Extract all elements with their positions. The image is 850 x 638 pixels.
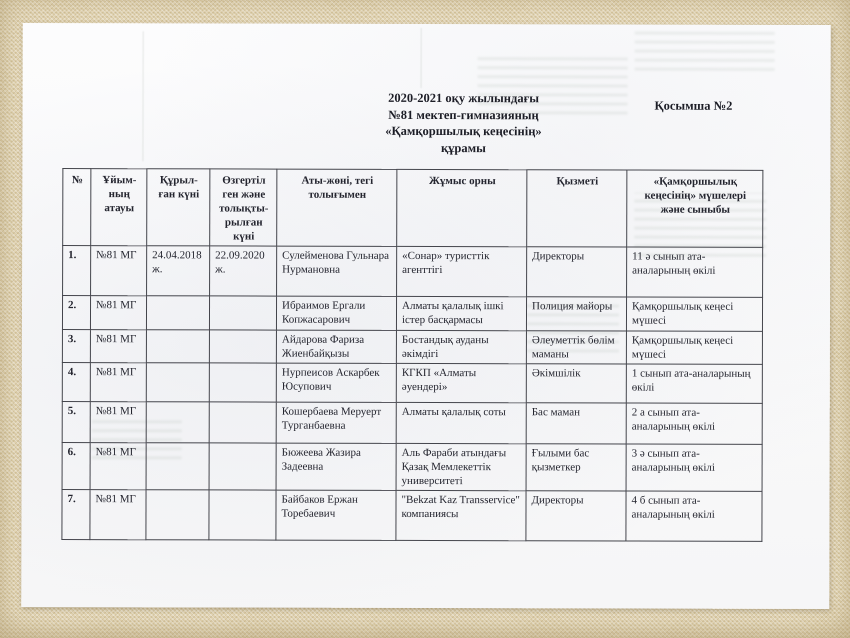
table-cell: 4 б сынып ата-аналарының өкілі [626, 491, 762, 541]
bleed-through-line [142, 31, 143, 161]
table-row [62, 489, 762, 541]
table-cell: Директоры [526, 491, 626, 541]
table-cell: Ғылыми бас қызметкер [526, 443, 626, 490]
table-cell: №81 МГ [90, 442, 146, 489]
table-cell: Алматы қалалық ішкі істер басқармасы [396, 297, 526, 330]
table-cell: №81 МГ [90, 362, 146, 401]
table-cell [146, 490, 209, 540]
table-cell: Ибраимов Ергали Копжасарович [276, 296, 396, 329]
table-cell: Айдарова Фариза Жиенбайқызы [276, 330, 396, 363]
title-line-4: құрамы [440, 140, 486, 155]
table-row [62, 442, 762, 491]
table-cell: Бас маман [526, 402, 626, 443]
table-cell: 6. [62, 442, 90, 489]
table-cell [209, 490, 276, 540]
table-cell: №81 МГ [90, 490, 146, 540]
col-header-workplace: Жұмыс орны [397, 169, 527, 247]
table-cell: 24.04.2018ж. [147, 246, 210, 296]
table-cell: 22.09.2020ж. [210, 246, 277, 296]
table-cell: КГКП «Алматы әуендері» [396, 363, 526, 402]
table-cell: 11 ә сынып ата-аналарының өкілі [627, 247, 763, 297]
table-cell [209, 363, 276, 402]
bleed-through-line [421, 28, 422, 88]
table-cell: №81 МГ [90, 296, 146, 329]
table-row [62, 329, 762, 364]
col-header-organization: Ұйым-ның атауы [91, 169, 147, 247]
table-cell: Қамқоршылық кеңесі мүшесі [626, 297, 762, 331]
table-cell: "Bekzat Kaz Transservice" компаниясы [396, 490, 526, 540]
col-header-full-name: Аты-жөні, тегі толығымен [277, 169, 397, 247]
table-cell: Байбаков Ержан Торебаевич [276, 490, 396, 540]
table-cell [209, 443, 276, 490]
table-row [62, 401, 762, 444]
table-cell [209, 329, 276, 362]
table-cell: Қамқоршылық кеңесі мүшесі [626, 331, 762, 365]
col-header-position: Қызметі [527, 170, 627, 248]
table-cell: 2. [62, 296, 90, 329]
table-cell [146, 401, 209, 442]
table-cell: №81 МГ [90, 329, 146, 362]
table-cell: Полиция майоры [526, 297, 626, 330]
table-cell: 2 а сынып ата-аналарының өкілі [626, 403, 762, 444]
table-cell [146, 329, 209, 362]
table-cell: Бостандық ауданы әкімдігі [396, 330, 526, 363]
table-cell: 1. [63, 246, 91, 296]
table-cell: Сулейменова Гульнара Нурмановна [277, 246, 397, 296]
table-cell: 5. [62, 401, 90, 442]
table-cell [209, 402, 276, 443]
table-cell: 3. [62, 329, 90, 362]
table-cell: Кошербаева Меруерт Турганбаевна [276, 402, 396, 443]
document-title [318, 90, 608, 157]
title-line-2: №81 мектеп-гимназияның [388, 107, 539, 122]
col-header-membership: «Қамқоршылық кеңесінің» мүшелері және сыныбы [627, 170, 763, 248]
table-cell [209, 296, 276, 329]
table-cell: Аль Фараби атындағы Қазақ Мемлекеттік университеті [396, 443, 526, 491]
table-cell: Әлеуметтік бөлім маманы [526, 330, 626, 363]
scanned-page [21, 23, 831, 609]
table-cell [146, 442, 209, 489]
appendix-label: Қосымша №2 [654, 98, 733, 113]
bleed-through-artifact [635, 31, 775, 71]
table-cell: Алматы қалалық соты [396, 402, 526, 443]
col-header-number: № [63, 169, 91, 246]
table-cell: Директоры [527, 247, 627, 297]
title-line-1: 2020-2021 оқу жылындағы [388, 90, 540, 106]
table-cell: 7. [62, 489, 90, 539]
table-cell: №81 МГ [90, 401, 146, 442]
col-header-founded-date: Құрыл-ған күні [147, 169, 210, 247]
table-header-row [63, 169, 763, 248]
col-header-amended-date: Өзгертіл ген және толықты-рылған күні [210, 169, 277, 247]
table-row [62, 362, 762, 403]
table-cell [146, 296, 209, 329]
table-cell: Бюжеева Жазира Задеевна [276, 443, 396, 491]
table-cell: 1 сынып ата-аналарының өкілі [626, 364, 762, 403]
table-cell: 4. [62, 362, 90, 401]
table-cell [146, 362, 209, 401]
title-line-3: «Қамқоршылық кеңесінің» [385, 123, 542, 139]
trustees-table [61, 168, 763, 542]
table-cell: Нурпеисов Аскарбек Юсупович [276, 363, 396, 402]
table-row [62, 296, 762, 331]
table-cell: №81 МГ [91, 246, 147, 296]
table-cell: Әкімшілік [526, 363, 626, 402]
table-cell: 3 ә сынып ата-аналарының өкілі [626, 444, 762, 492]
table-row [63, 246, 763, 298]
table-body [62, 246, 763, 541]
table-cell: «Сонар» туристтік агенттігі [397, 247, 527, 297]
